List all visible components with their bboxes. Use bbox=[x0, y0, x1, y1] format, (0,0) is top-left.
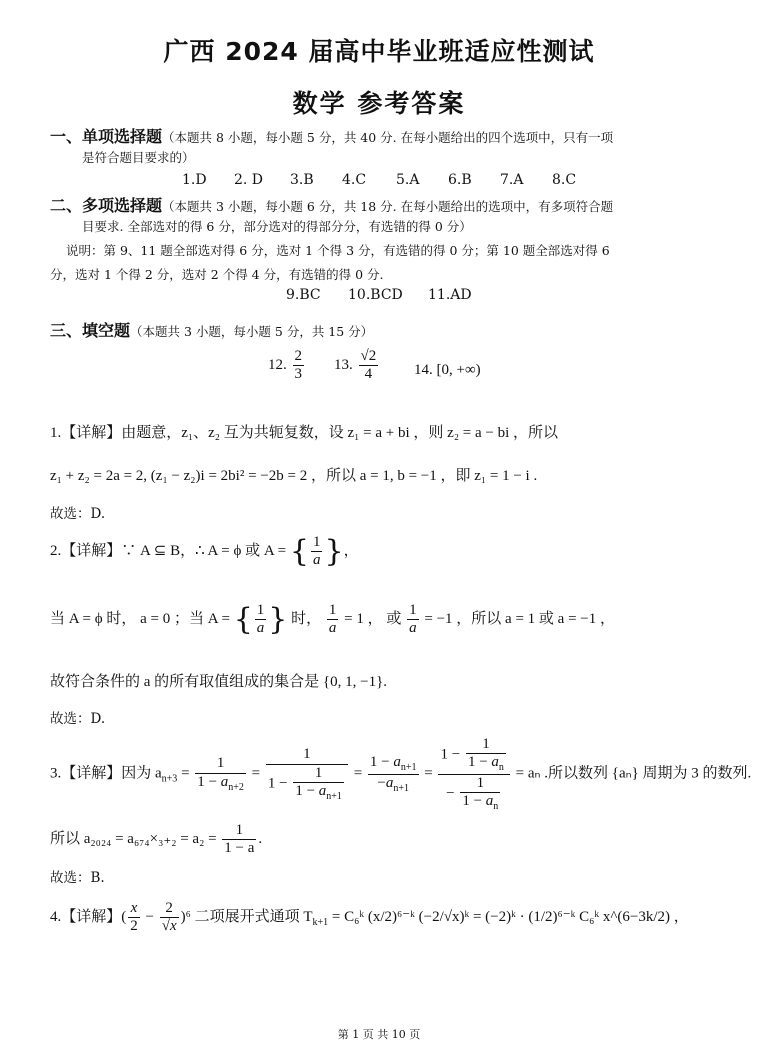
q3-result: 故选：B. bbox=[50, 870, 105, 886]
q3-line1: 3.【详解】因为 $a_{n+3}$ = $\frac{1}{1 - a_{n+2}}$ = 1 1 − $\frac{1}{1 - a_{n+1}}$ = $\frac{1 - a_{n+1}}{-a_{n+1}}$ = 1 − $\frac{1}{1 - a_n}$ − $\frac{1}{1 - a_n}$ = aₙ .所以数列 {aₙ} 周期为 3 的数列. bbox=[50, 736, 752, 812]
q1-line2: z₁ + z₂ = 2a = 2, (z₁ − z₂)i = 2bi² = −2b = 2 ，所以 a = 1, b = −1 ，即 z₁ = 1 − i . bbox=[50, 468, 538, 484]
answer-14: 14. [0, +∞) bbox=[414, 362, 481, 378]
q2-line1-post: ， bbox=[343, 543, 359, 560]
fraction-numerator: √2 bbox=[359, 348, 379, 366]
page-footer: 第 1 页 共 10 页 bbox=[337, 1028, 421, 1041]
q3-line2: 所以 a₂₀₂₄ = a₆₇₄×₃₊₂ = a₂ = $\frac{1}{1 - a}$ . bbox=[50, 822, 263, 857]
section-heading: 二、多项选择题 bbox=[50, 196, 163, 215]
section-single-choice bbox=[50, 124, 613, 147]
q3-conclusion: = aₙ .所以数列 {aₙ} 周期为 3 的数列. bbox=[515, 765, 752, 782]
q2-line3: 故符合条件的 a 的所有取值组成的集合是 {0, 1, −1}. bbox=[50, 674, 388, 690]
q3-line2-den: 1 − a bbox=[224, 840, 255, 857]
q1-result: 故选：D. bbox=[50, 506, 106, 522]
answer-11: 11.AD bbox=[428, 287, 472, 303]
q2-line1-text: 2.【详解】∵ A ⊆ B，∴ A = ϕ 或 A = bbox=[50, 543, 287, 560]
answer-12 bbox=[268, 348, 306, 384]
section-note: （本题共 3 小题，每小题 6 分，共 18 分. 在每小题给出的选项中，有多项符合题 bbox=[162, 199, 614, 214]
answer-9: 9.BC bbox=[286, 287, 321, 303]
q2-line2-b: 时， bbox=[291, 611, 322, 628]
fraction-denominator: 4 bbox=[364, 366, 373, 383]
q4-formula: = C₆ᵏ (x/2)⁶⁻ᵏ (−2/√x)ᵏ = (−2)ᵏ · (1/2)⁶⁻ᵏ C₆ᵏ x^(6−3k/2) ， bbox=[331, 909, 689, 926]
q4-mid: )⁶ 二项展开式通项 T bbox=[180, 909, 313, 926]
section-note-cont: 是符合题目要求的） bbox=[82, 150, 195, 165]
answer-6: 6.B bbox=[448, 172, 472, 188]
answer-7: 7.A bbox=[500, 172, 524, 188]
section-note: （本题共 3 小题，每小题 5 分，共 15 分） bbox=[130, 324, 374, 339]
answer-4: 4.C bbox=[342, 172, 367, 188]
section-multi-choice bbox=[50, 193, 613, 216]
q4-line1: 4.【详解】( $\frac{x}{2}$ − $\frac{2}{√x}$ )⁶ 二项展开式通项 $T_{k+1}$ = C₆ᵏ (x/2)⁶⁻ᵏ (−2/√x)ᵏ = (−2)ᵏ · (1/2)⁶⁻ᵏ C₆ᵏ x^(6−3k/2) ， bbox=[50, 900, 689, 935]
section-note: （本题共 8 小题，每小题 5 分，共 40 分. 在每小题给出的四个选项中，只有一项 bbox=[162, 130, 614, 145]
q2-line2-a: 当 A = ϕ 时， a = 0 ；当 A = bbox=[50, 611, 230, 628]
q2-line1: 2.【详解】∵ A ⊆ B，∴ A = ϕ 或 A = { $\frac{1}{a}$ }， bbox=[50, 533, 359, 569]
page-subtitle: 数学 参考答案 bbox=[292, 89, 466, 118]
section-heading: 一、单项选择题 bbox=[50, 127, 163, 146]
fraction-denominator: 3 bbox=[294, 366, 302, 383]
answer-13-label: 13. bbox=[334, 357, 353, 374]
answer-8: 8.C bbox=[552, 172, 577, 188]
q3-line2-text: 所以 a₂₀₂₄ = a₆₇₄×₃₊₂ = a₂ = bbox=[50, 831, 217, 848]
q2-line2-d: = −1 ，所以 a = 1 或 a = −1 ， bbox=[424, 611, 615, 628]
answer-12-label: 12. bbox=[268, 357, 287, 374]
q3-text: 3.【详解】因为 a bbox=[50, 765, 162, 782]
fraction-numerator: 2 bbox=[293, 348, 305, 366]
q4-pre: 4.【详解】( bbox=[50, 909, 127, 926]
section-note-cont: 目要求. 全部选对的得 6 分，部分选对的得部分分，有选错的得 0 分） bbox=[82, 219, 472, 234]
answer-2: 2. D bbox=[234, 172, 264, 188]
q2-line2: 当 A = ϕ 时， a = 0 ；当 A = { $\frac{1}{a}$ } 时， $\frac{1}{a}$ = 1 ， 或 $\frac{1}{a}$ = −1 ，所以 a = 1 或 a = −1 ， bbox=[50, 601, 615, 637]
q2-result: 故选：D. bbox=[50, 711, 106, 727]
section-fill-blank bbox=[50, 318, 373, 341]
answer-1: 1.D bbox=[182, 172, 207, 188]
scoring-explain: 说明：第 9、11 题全部选对得 6 分，选对 1 个得 3 分，有选错的得 0 分；第 10 题全部选对得 6 bbox=[66, 243, 610, 258]
answer-13 bbox=[334, 348, 380, 384]
answer-5: 5.A bbox=[396, 172, 420, 188]
answer-3: 3.B bbox=[290, 172, 314, 188]
page-title: 广西 2024 届高中毕业班适应性测试 bbox=[163, 37, 595, 66]
q1-line1: 1.【详解】由题意，z₁、z₂ 互为共轭复数，设 z₁ = a + bi ，则 z₂ = a − bi ，所以 bbox=[50, 425, 559, 441]
scoring-explain-cont: 分，选对 1 个得 2 分，选对 2 个得 4 分，有选错的得 0 分. bbox=[50, 267, 384, 282]
answer-10: 10.BCD bbox=[348, 287, 403, 303]
section-heading: 三、填空题 bbox=[50, 321, 131, 340]
q2-line2-c: = 1 ， 或 bbox=[344, 611, 402, 628]
